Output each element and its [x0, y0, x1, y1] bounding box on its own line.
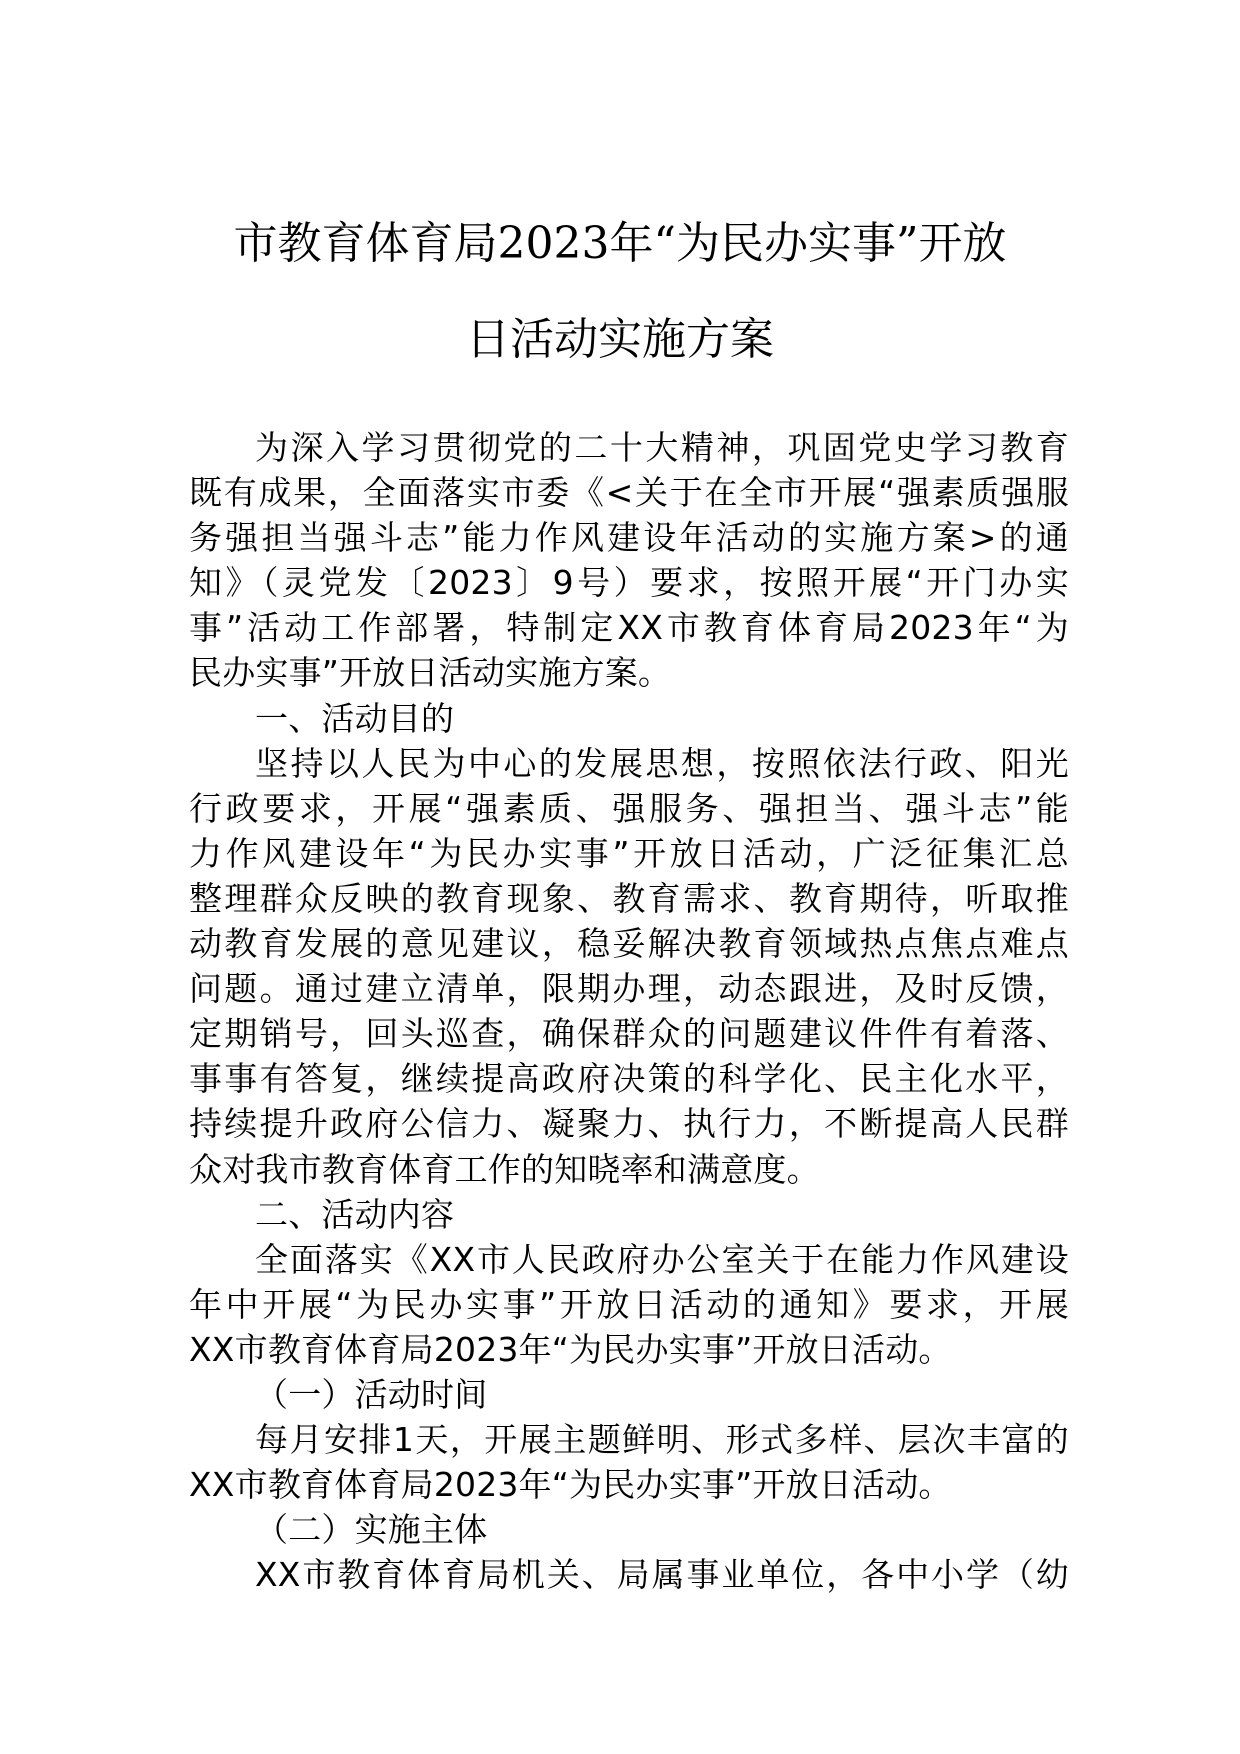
- paragraph-line: 力作风建设年“为民办实事”开放日活动，广泛征集汇总: [189, 833, 1069, 873]
- paragraph-line: 整理群众反映的教育现象、教育需求、教育期待，听取推: [189, 878, 1069, 918]
- paragraph-line: 全面落实《XX市人民政府办公室关于在能力作风建设: [255, 1239, 1069, 1279]
- document-title-line-2: 日活动实施方案: [466, 314, 774, 365]
- paragraph-line: 事”活动工作部署，特制定XX市教育体育局2023年“为: [189, 608, 1069, 648]
- paragraph-line: XX市教育体育局机关、局属事业单位，各中小学（幼: [255, 1555, 1069, 1595]
- paragraph-line: 行政要求，开展“强素质、强服务、强担当、强斗志”能: [189, 788, 1069, 828]
- paragraph-line: 为深入学习贯彻党的二十大精神，巩固党史学习教育: [255, 428, 1069, 467]
- section-heading: 二、活动内容: [255, 1194, 455, 1234]
- paragraph-line: 民办实事”开放日活动实施方案。: [189, 653, 672, 693]
- paragraph-line: XX市教育体育局2023年“为民办实事”开放日活动。: [189, 1329, 952, 1369]
- paragraph-line: XX市教育体育局2023年“为民办实事”开放日活动。: [189, 1465, 952, 1505]
- paragraph-line: 每月安排1天，开展主题鲜明、形式多样、层次丰富的: [255, 1420, 1069, 1460]
- paragraph-line: 定期销号，回头巡查，确保群众的问题建议件件有着落、: [189, 1014, 1069, 1054]
- document-body: [189, 425, 1069, 1597]
- paragraph-line: 动教育发展的意见建议，稳妥解决教育领域热点焦点难点: [189, 924, 1069, 964]
- paragraph-line: 事事有答复，继续提高政府决策的科学化、民主化水平，: [189, 1059, 1069, 1099]
- paragraph-line: 众对我市教育体育工作的知晓率和满意度。: [189, 1149, 820, 1189]
- paragraph-line: 务强担当强斗志”能力作风建设年活动的实施方案>的通: [189, 518, 1069, 558]
- section-heading: 一、活动目的: [255, 698, 455, 738]
- paragraph-line: 坚持以人民为中心的发展思想，按照依法行政、阳光: [255, 743, 1069, 783]
- paragraph-line: 年中开展“为民办实事”开放日活动的通知》要求，开展: [189, 1284, 1069, 1324]
- paragraph-line: 持续提升政府公信力、凝聚力、执行力，不断提高人民群: [189, 1104, 1069, 1144]
- paragraph-line: 知》（灵党发〔2023〕9号）要求，按照开展“开门办实: [189, 563, 1069, 603]
- paragraph-line: 问题。通过建立清单，限期办理，动态跟进，及时反馈，: [189, 969, 1069, 1009]
- paragraph-line: 既有成果，全面落实市委《<关于在全市开展“强素质强服: [189, 473, 1069, 513]
- subsection-heading: （一）活动时间: [255, 1374, 488, 1414]
- subsection-heading: （二）实施主体: [255, 1510, 488, 1550]
- document-title-line-1: 市教育体育局2023年“为民办实事”开放: [233, 218, 1007, 269]
